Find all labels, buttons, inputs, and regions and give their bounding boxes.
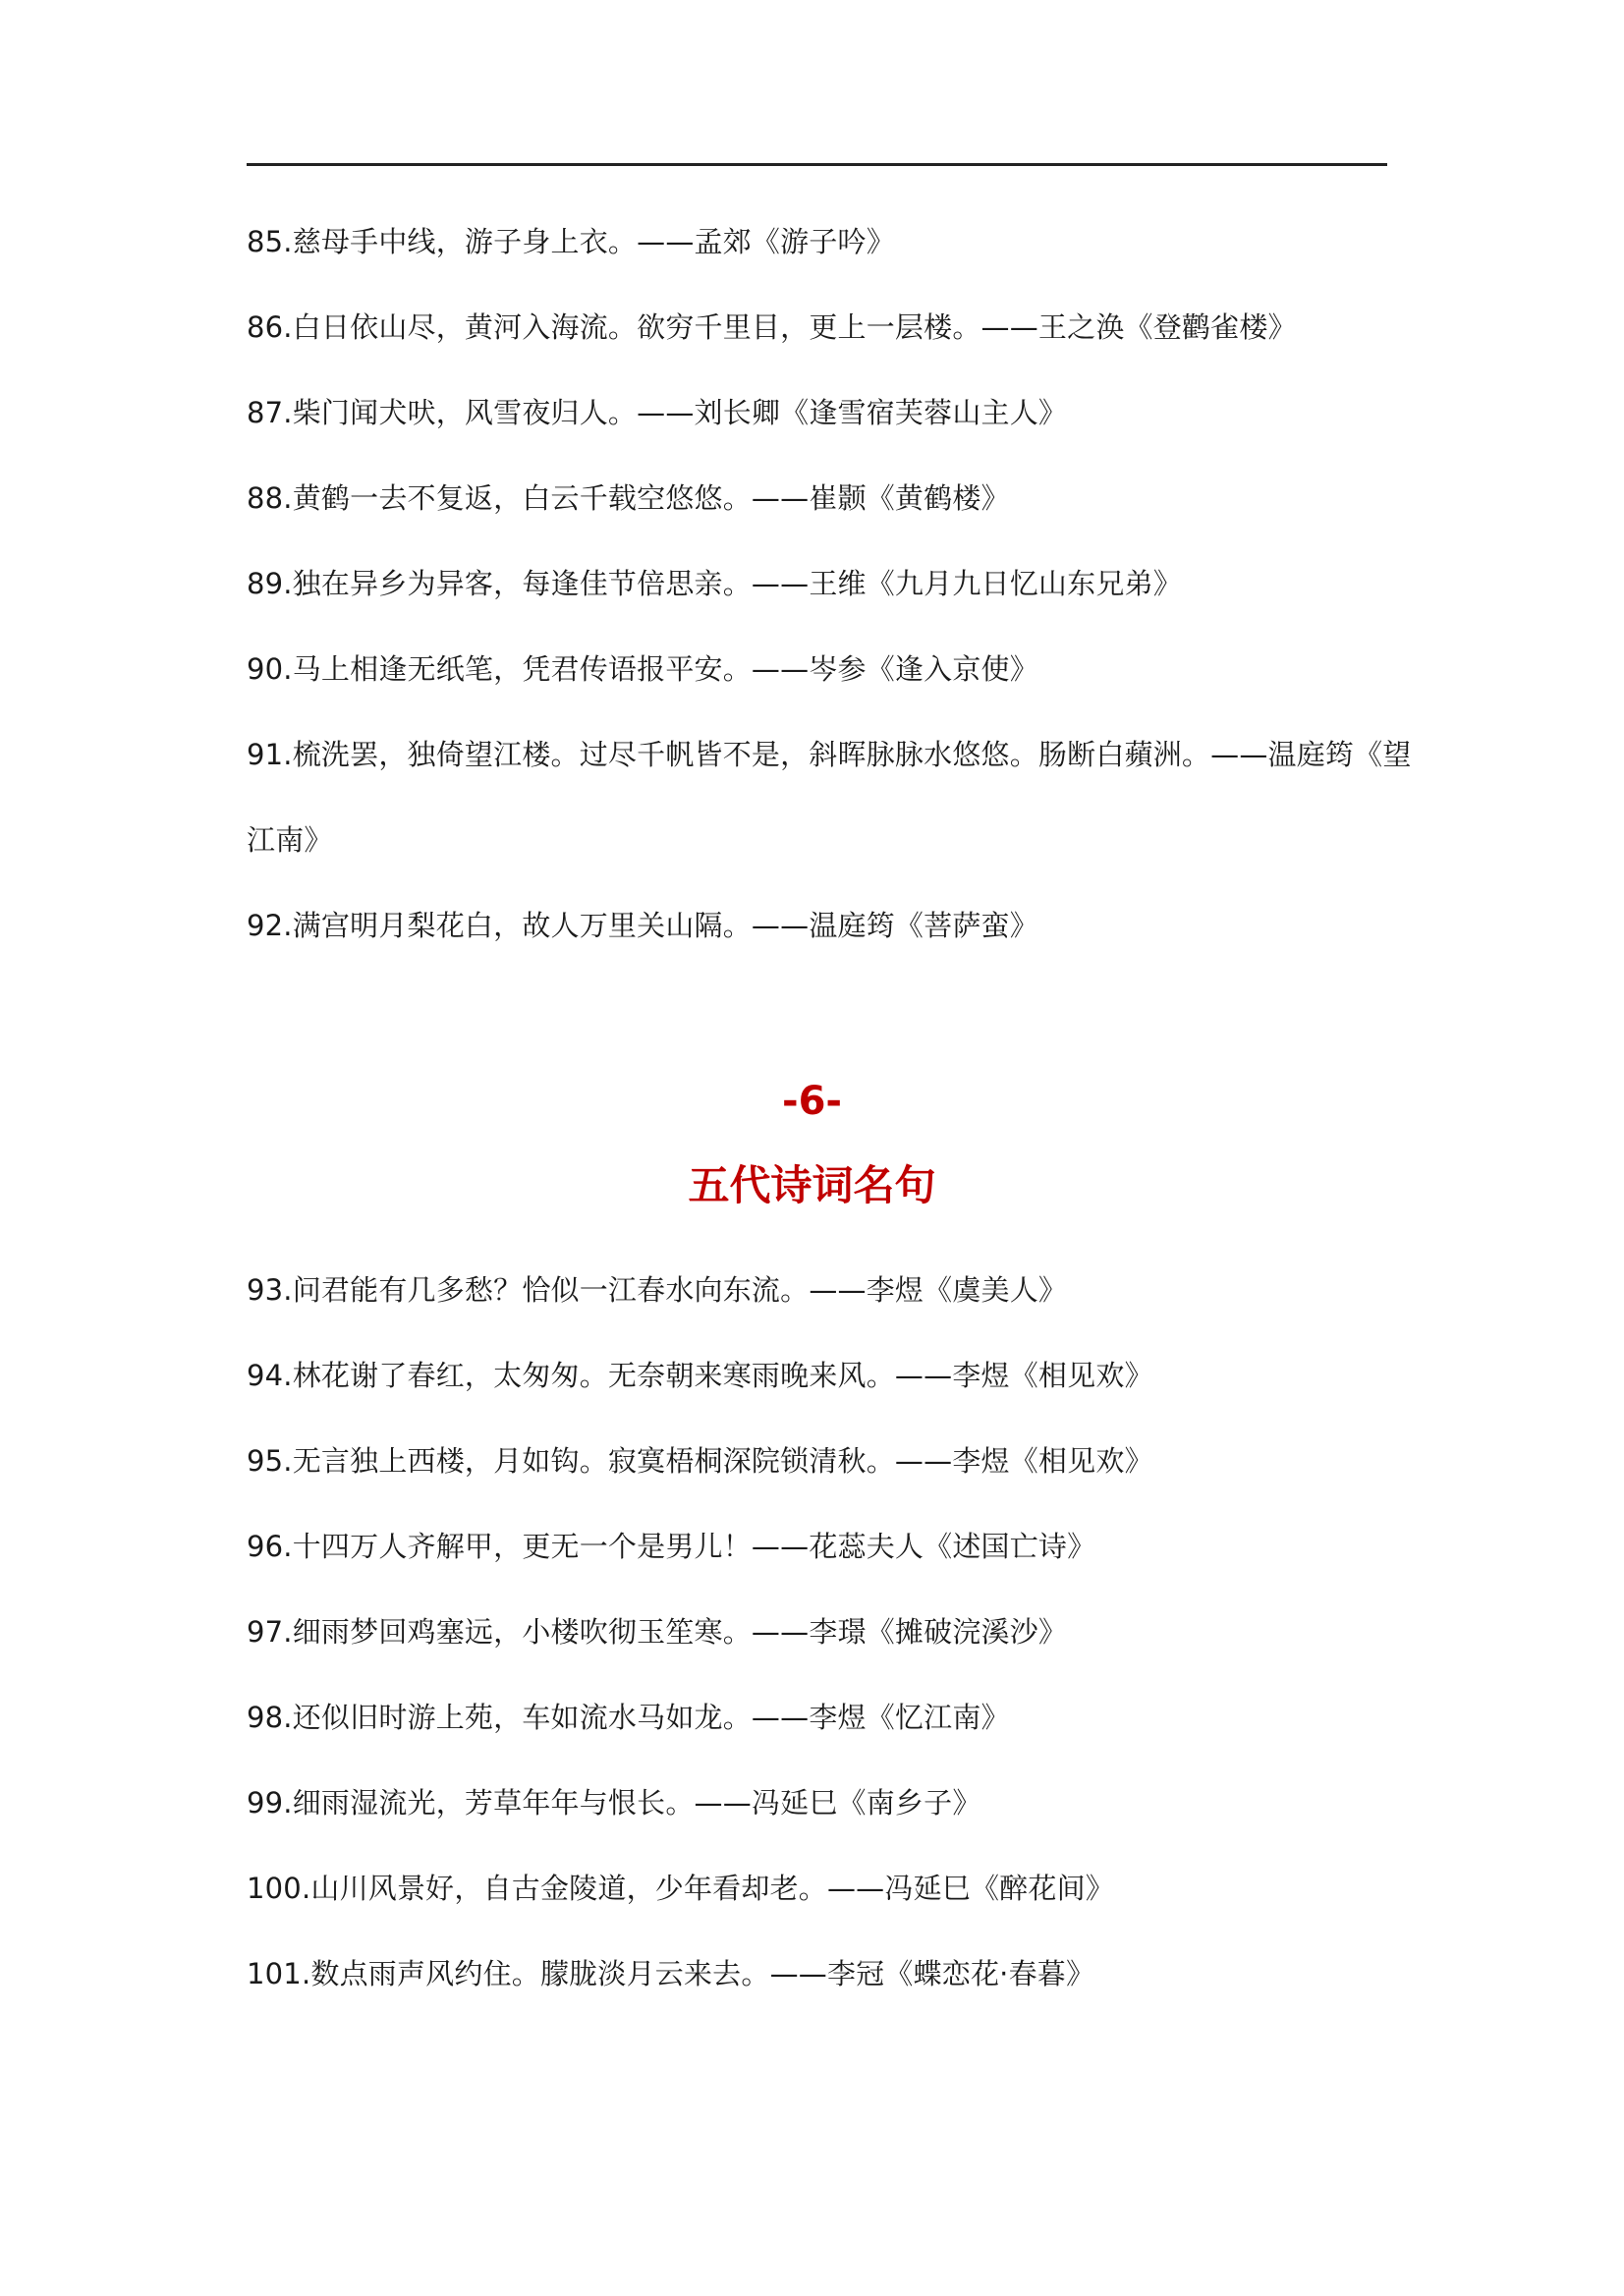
quote-line-continuation: 江南》 — [247, 823, 333, 857]
quote-line: 85.慈母手中线，游子身上衣。——孟郊《游子吟》 — [247, 225, 895, 258]
quote-line: 99.细雨湿流光，芳草年年与恨长。——冯延巳《南乡子》 — [247, 1786, 981, 1820]
quote-line: 95.无言独上西楼，月如钩。寂寞梧桐深院锁清秋。——李煜《相见欢》 — [247, 1444, 1153, 1478]
quote-line: 91.梳洗罢，独倚望江楼。过尽千帆皆不是，斜晖脉脉水悠悠。肠断白蘋洲。——温庭筠《望 — [247, 738, 1412, 771]
section-title: 五代诗词名句 — [688, 1161, 936, 1209]
quote-line: 97.细雨梦回鸡塞远，小楼吹彻玉笙寒。——李璟《摊破浣溪沙》 — [247, 1615, 1068, 1649]
quote-line: 94.林花谢了春红，太匆匆。无奈朝来寒雨晚来风。——李煜《相见欢》 — [247, 1359, 1153, 1392]
quote-line: 93.问君能有几多愁？恰似一江春水向东流。——李煜《虞美人》 — [247, 1273, 1068, 1307]
quote-line: 90.马上相逢无纸笔，凭君传语报平安。——岑参《逢入京使》 — [247, 652, 1038, 686]
quote-line: 92.满宫明月梨花白，故人万里关山隔。——温庭筠《菩萨蛮》 — [247, 909, 1038, 942]
quote-line: 96.十四万人齐解甲，更无一个是男儿！——花蕊夫人《述国亡诗》 — [247, 1530, 1096, 1563]
quote-line: 89.独在异乡为异客，每逢佳节倍思亲。——王维《九月九日忆山东兄弟》 — [247, 567, 1182, 600]
quote-line: 100.山川风景好，自古金陵道，少年看却老。——冯延巳《醉花间》 — [247, 1872, 1114, 1905]
quote-line: 98.还似旧时游上苑，车如流水马如龙。——李煜《忆江南》 — [247, 1701, 1010, 1734]
quote-line: 88.黄鹤一去不复返，白云千载空悠悠。——崔颢《黄鹤楼》 — [247, 481, 1010, 515]
quote-line: 101.数点雨声风约住。朦胧淡月云来去。——李冠《蝶恋花·春暮》 — [247, 1957, 1095, 1990]
header-rule — [247, 163, 1387, 166]
section-number: -6- — [781, 1079, 843, 1124]
quote-line: 87.柴门闻犬吠，风雪夜归人。——刘长卿《逢雪宿芙蓉山主人》 — [247, 396, 1068, 429]
quote-line: 86.白日依山尽，黄河入海流。欲穷千里目，更上一层楼。——王之涣《登鹳雀楼》 — [247, 310, 1297, 344]
